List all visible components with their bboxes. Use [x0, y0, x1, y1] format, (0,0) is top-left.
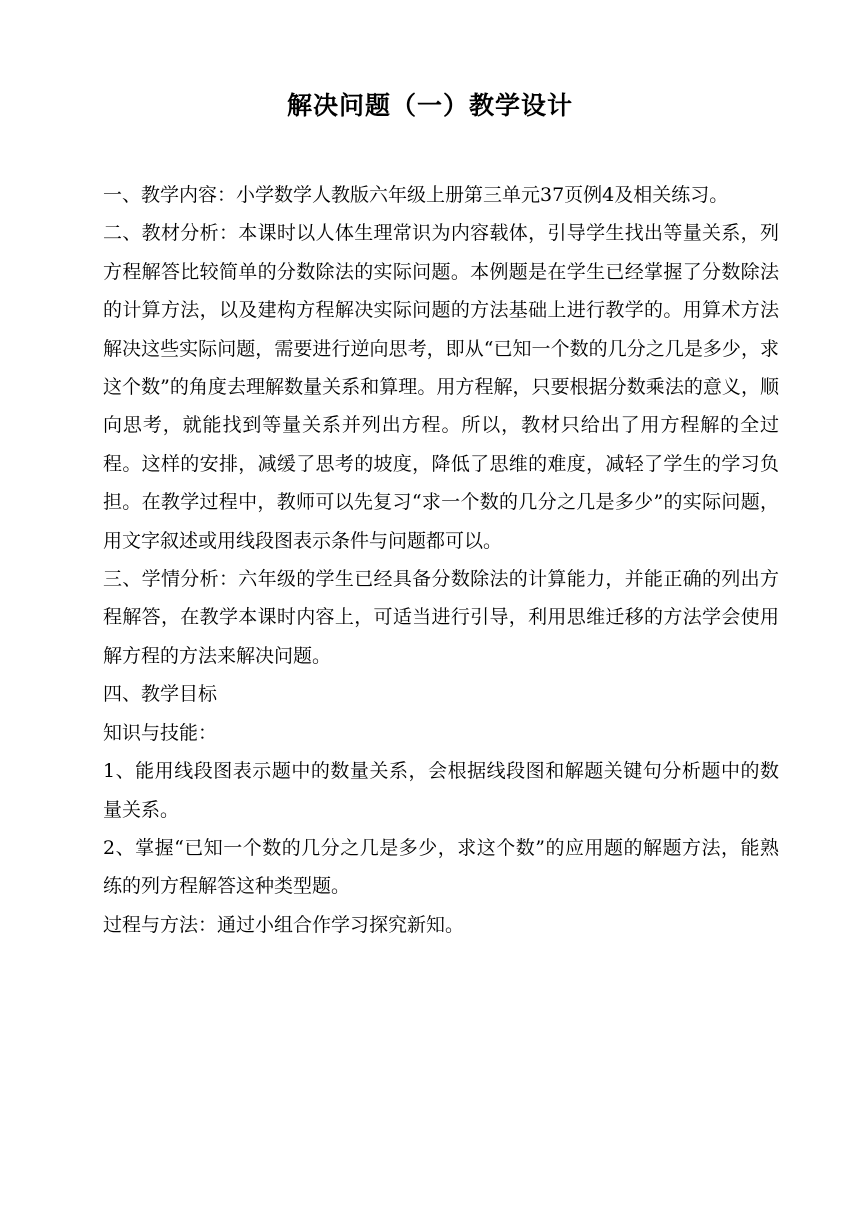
- heading-teaching-objectives: 四、教学目标: [103, 683, 218, 706]
- objective-item-1: 1、能用线段图表示题中的数量关系，会根据线段图和解题关键句分析题中的数量关系。: [103, 760, 779, 821]
- paragraph-learner-analysis: 三、学情分析：六年级的学生已经具备分数除法的计算能力，并能正确的列出方程解答，在教学本课时内容上，可适当进行引导，利用思维迁移的方法学会使用解方程的方法来解决问题。: [103, 568, 779, 667]
- paragraph-teaching-content: 一、教学内容：小学数学人教版六年级上册第三单元37页例4及相关练习。: [103, 184, 729, 206]
- paragraph-process-methods: 过程与方法：通过小组合作学习探究新知。: [103, 913, 465, 936]
- objective-item-2: 2、掌握“已知一个数的几分之几是多少，求这个数”的应用题的解题方法，能熟练的列方程解答这种类型题。: [103, 836, 779, 898]
- document-body: [103, 176, 779, 944]
- heading-knowledge-skills: 知识与技能：: [103, 721, 218, 744]
- paragraph-material-analysis: 二、教材分析：本课时以人体生理常识为内容载体，引导学生找出等量关系，列方程解答比较简单的分数除法的实际问题。本例题是在学生已经掌握了分数除法的计算方法，以及建构方程解决实际问题的方法基础上进行教学的。用算术方法解决这些实际问题，需要进行逆向思考，即从“已知一个数的几分之几是多少，求这个数”的角度去理解数量关系和算理。用方程解，只要根据分数乘法的意义，顺向思考，就能找到等量关系并列出方程。所以，教材只给出了用方程解的全过程。这样的安排，减缓了思考的坡度，降低了思维的难度，减轻了学生的学习负担。在教学过程中，教师可以先复习“求一个数的几分之几是多少”的实际问题，用文字叙述或用线段图表示条件与问题都可以。: [103, 222, 779, 552]
- document-title: 解决问题（一）教学设计: [286, 91, 573, 120]
